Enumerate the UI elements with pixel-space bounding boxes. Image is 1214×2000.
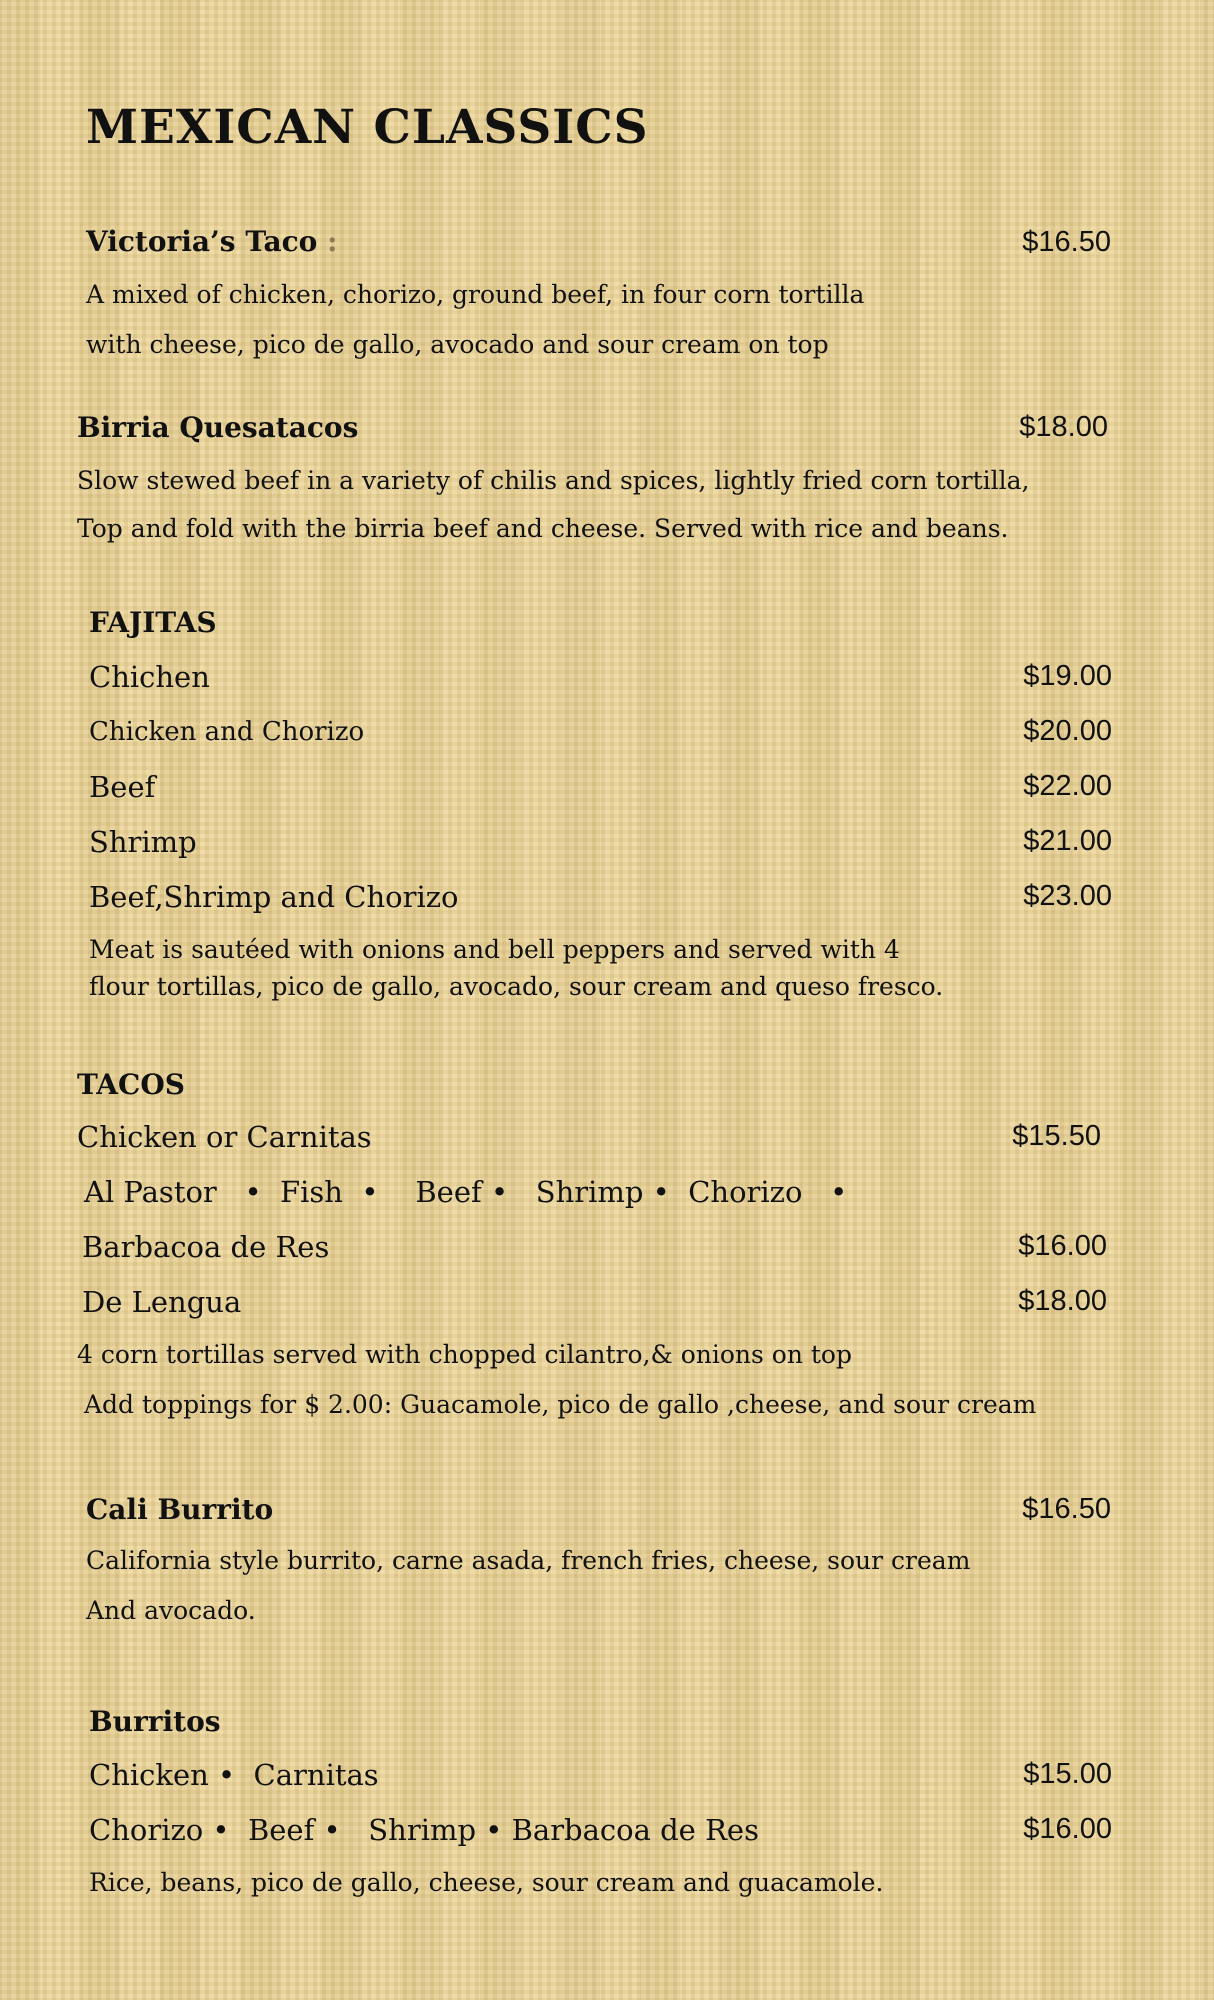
birria-name: Birria Quesatacos bbox=[77, 411, 359, 444]
victorias-taco-label: Victoria’s Taco bbox=[86, 225, 318, 258]
burritos-heading: Burritos bbox=[89, 1705, 221, 1738]
fajitas-desc-1: Meat is sautéed with onions and bell peppers and served with 4 bbox=[89, 935, 900, 964]
victorias-taco-desc-2: with cheese, pico de gallo, avocado and sour cream on top bbox=[86, 330, 829, 359]
fajitas-item-4: Shrimp bbox=[89, 825, 197, 859]
cali-burrito-desc-1: California style burrito, carne asada, french fries, cheese, sour cream bbox=[86, 1546, 971, 1575]
tacos-price-3: $16.00 bbox=[1018, 1230, 1107, 1262]
cali-burrito-price: $16.50 bbox=[1022, 1493, 1111, 1525]
victorias-taco-name bbox=[86, 225, 337, 258]
tacos-row-3: Barbacoa de Res bbox=[82, 1230, 330, 1264]
fajitas-price-5: $23.00 bbox=[1023, 880, 1112, 912]
tacos-row-2: Al Pastor • Fish • Beef • Shrimp • Chorizo • bbox=[84, 1175, 848, 1209]
burritos-row-2: Chorizo • Beef • Shrimp • Barbacoa de Res bbox=[89, 1813, 759, 1847]
birria-desc-2: Top and fold with the birria beef and cheese. Served with rice and beans. bbox=[77, 514, 1009, 543]
tacos-heading: TACOS bbox=[77, 1068, 185, 1101]
burritos-price-1: $15.00 bbox=[1023, 1758, 1112, 1790]
burritos-desc: Rice, beans, pico de gallo, cheese, sour cream and guacamole. bbox=[89, 1868, 884, 1897]
tacos-price-1: $15.50 bbox=[1012, 1120, 1101, 1152]
tacos-row-1: Chicken or Carnitas bbox=[77, 1120, 372, 1154]
burritos-row-1: Chicken • Carnitas bbox=[89, 1758, 379, 1792]
tacos-desc-1: 4 corn tortillas served with chopped cilantro,& onions on top bbox=[77, 1340, 852, 1369]
burritos-price-2: $16.00 bbox=[1023, 1813, 1112, 1845]
fajitas-item-5: Beef,Shrimp and Chorizo bbox=[89, 880, 459, 914]
fajitas-desc-2: flour tortillas, pico de gallo, avocado, sour cream and queso fresco. bbox=[89, 972, 944, 1001]
cali-burrito-desc-2: And avocado. bbox=[86, 1596, 256, 1625]
victorias-taco-price: $16.50 bbox=[1022, 226, 1111, 258]
birria-desc-1: Slow stewed beef in a variety of chilis and spices, lightly fried corn tortilla, bbox=[77, 466, 1030, 495]
fajitas-item-1: Chichen bbox=[89, 660, 210, 694]
fajitas-price-4: $21.00 bbox=[1023, 825, 1112, 857]
fajitas-item-3: Beef bbox=[89, 770, 156, 804]
tacos-row-4: De Lengua bbox=[82, 1285, 242, 1319]
menu-title: MEXICAN CLASSICS bbox=[86, 100, 649, 155]
fajitas-item-2: Chicken and Chorizo bbox=[89, 717, 365, 747]
cali-burrito-name: Cali Burrito bbox=[86, 1493, 274, 1526]
victorias-taco-desc-1: A mixed of chicken, chorizo, ground beef, in four corn tortilla bbox=[86, 280, 865, 309]
fajitas-price-1: $19.00 bbox=[1023, 660, 1112, 692]
fajitas-price-3: $22.00 bbox=[1023, 770, 1112, 802]
tacos-price-4: $18.00 bbox=[1018, 1285, 1107, 1317]
fajitas-heading: FAJITAS bbox=[89, 606, 217, 639]
birria-price: $18.00 bbox=[1019, 411, 1108, 443]
fajitas-price-2: $20.00 bbox=[1023, 715, 1112, 747]
colon: : bbox=[327, 225, 338, 258]
tacos-desc-2: Add toppings for $ 2.00: Guacamole, pico de gallo ,cheese, and sour cream bbox=[84, 1390, 1037, 1419]
